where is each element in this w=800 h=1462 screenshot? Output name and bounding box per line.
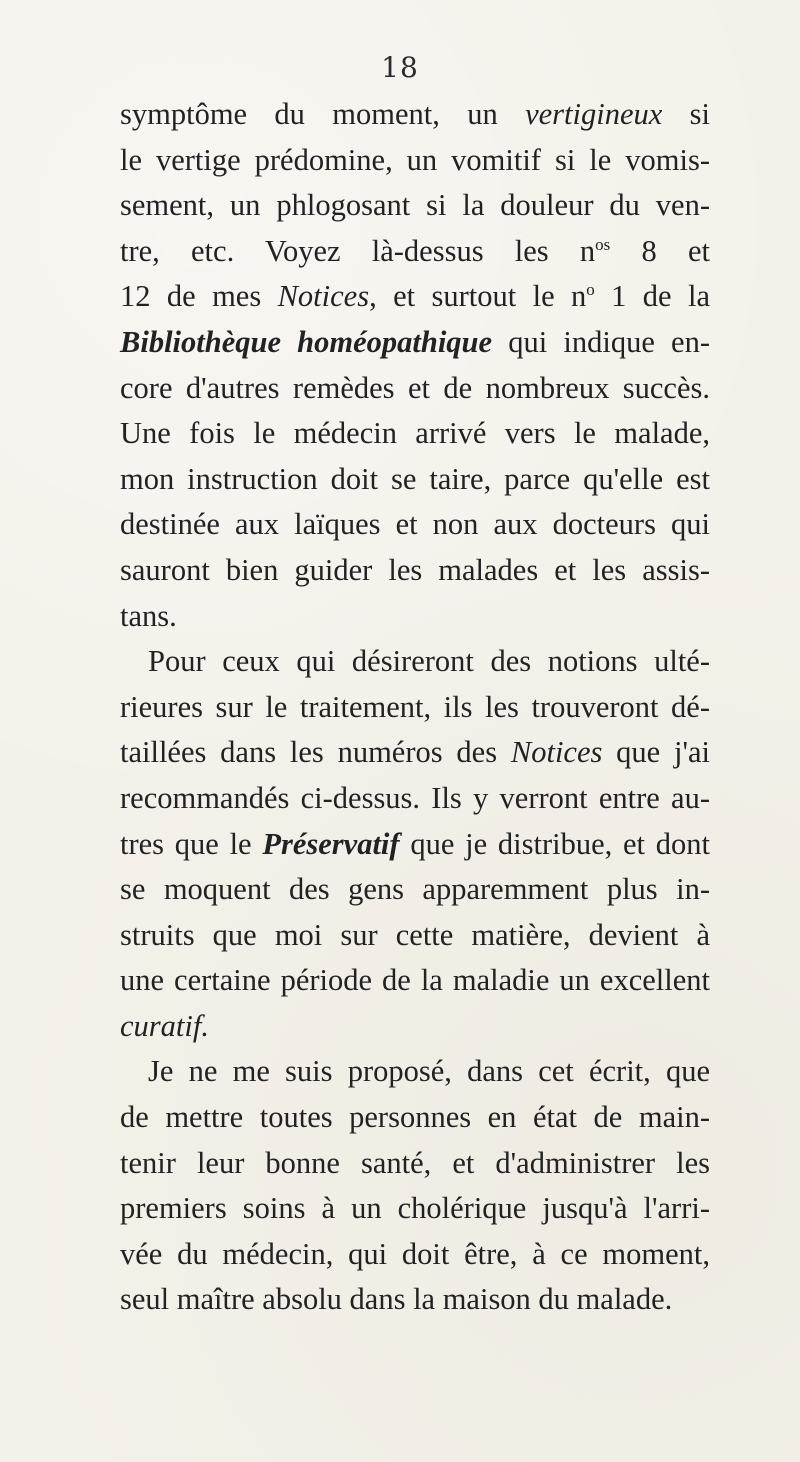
text-line <box>120 92 710 138</box>
text-segment: core d'autres remèdes et de nombreux succès. <box>120 370 710 405</box>
text-segment: 8 et <box>610 233 710 268</box>
text-line <box>120 1004 710 1050</box>
text-segment: recommandés ci-dessus. Ils y verront entre au- <box>120 780 710 815</box>
text-line <box>120 867 710 913</box>
text-segment: , et surtout le n <box>369 279 587 314</box>
emphasis-text: Notices <box>277 279 370 314</box>
page-number: 18 <box>381 51 419 84</box>
text-segment: taillées dans les numéros des <box>120 735 511 770</box>
text-segment: que je distribue, et dont <box>399 826 710 861</box>
emphasis-text: Préservatif <box>262 826 400 861</box>
text-line <box>120 457 710 503</box>
text-line <box>120 822 710 868</box>
text-line <box>120 685 710 731</box>
text-segment: tres que le <box>120 826 263 861</box>
text-segment: 1 de la <box>594 279 710 314</box>
text-segment: mon instruction doit se taire, parce qu'elle est <box>120 461 710 496</box>
text-line <box>120 1277 710 1323</box>
text-segment: Je ne me suis proposé, dans cet écrit, que <box>148 1054 710 1089</box>
text-line <box>120 320 710 366</box>
text-line <box>120 1141 710 1187</box>
text-line <box>120 502 710 548</box>
text-line <box>120 411 710 457</box>
body-text <box>120 92 710 1323</box>
text-segment: que j'ai <box>602 735 710 770</box>
text-segment: sauront bien guider les malades et les assis- <box>120 552 710 587</box>
superscript: os <box>595 234 611 254</box>
text-segment: Une fois le médecin arrivé vers le malade, <box>120 416 710 451</box>
text-segment: 12 de mes <box>120 279 278 314</box>
text-segment: de mettre toutes personnes en état de main- <box>120 1100 710 1135</box>
text-line <box>120 1049 710 1095</box>
text-line <box>120 594 710 640</box>
emphasis-text: curatif. <box>120 1008 209 1043</box>
text-line <box>120 1232 710 1278</box>
text-line <box>120 138 710 184</box>
text-segment: se moquent des gens apparemment plus in- <box>120 872 710 907</box>
text-segment: si <box>662 97 710 131</box>
emphasis-text: Bibliothèque homéopathique <box>120 324 493 359</box>
text-segment: tans. <box>120 598 177 633</box>
text-line <box>120 229 710 275</box>
text-segment: symptôme du moment, un <box>120 97 526 131</box>
text-line <box>120 1186 710 1232</box>
text-segment: seul maître absolu dans la maison du malade. <box>120 1282 673 1317</box>
text-segment: qui indique en- <box>492 324 711 359</box>
text-segment: le vertige prédomine, un vomitif si le vomis- <box>120 142 710 177</box>
text-segment: destinée aux laïques et non aux docteurs qui <box>120 507 710 542</box>
text-segment: sement, un phlogosant si la douleur du ven- <box>120 188 710 223</box>
emphasis-text: Notices <box>510 735 603 770</box>
emphasis-text: vertigineux <box>525 97 663 131</box>
text-segment: une certaine période de la maladie un excellent <box>120 963 710 998</box>
text-segment: tenir leur bonne santé, et d'administrer les <box>120 1145 710 1180</box>
text-line <box>120 274 710 320</box>
text-line <box>120 183 710 229</box>
text-line <box>120 958 710 1004</box>
text-line <box>120 1095 710 1141</box>
text-segment: Pour ceux qui désireront des notions ulté- <box>148 644 710 679</box>
text-segment: rieures sur le traitement, ils les trouveront dé- <box>120 689 710 724</box>
text-segment: struits que moi sur cette matière, devient à <box>120 917 710 952</box>
text-line <box>120 730 710 776</box>
text-line <box>120 548 710 594</box>
text-line <box>120 366 710 412</box>
superscript: o <box>586 280 595 300</box>
text-segment: vée du médecin, qui doit être, à ce moment, <box>120 1236 710 1271</box>
text-line <box>120 913 710 959</box>
text-segment: premiers soins à un cholérique jusqu'à l'arri- <box>120 1191 710 1226</box>
text-line <box>120 639 710 685</box>
text-line <box>120 776 710 822</box>
text-segment: tre, etc. Voyez là-dessus les n <box>120 233 596 268</box>
